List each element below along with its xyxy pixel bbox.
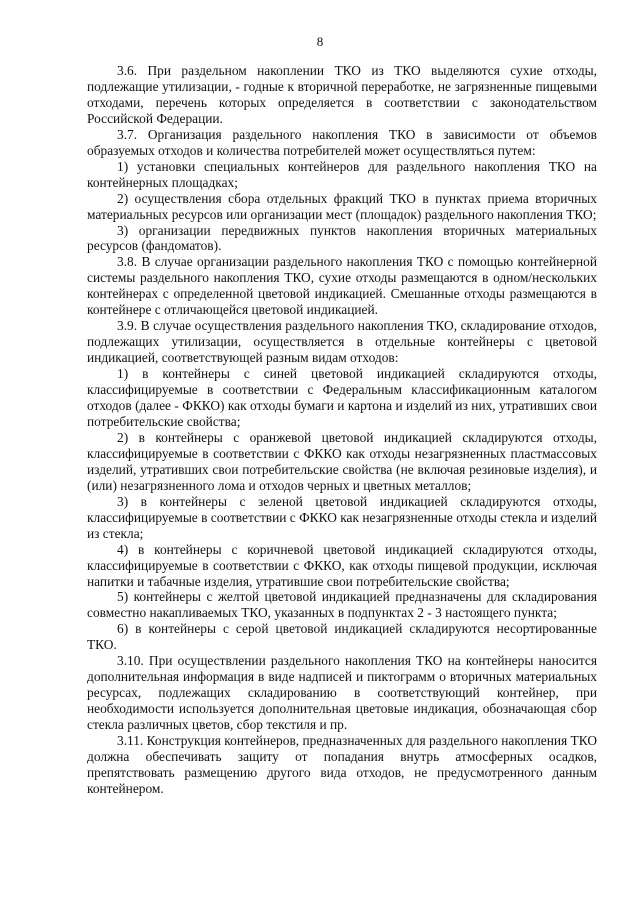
paragraph-3-9: 3.9. В случае осуществления раздельного накопления ТКО, складирование отходов, подлежащих утилизации, осуществляется в отдельные контейнеры с цветовой индикацией, соответствующей разным видам отходов: <box>87 318 597 366</box>
list-item-3-9-2: 2) в контейнеры с оранжевой цветовой индикацией складируются отходы, классифицируемые в соответствии с ФККО как отходы незагрязненных пластмассовых изделий, утративших свои потребительские свойства (не включая резиновые изделия), и (или) незагрязненного лома и отходов черных и цветных металлов; <box>87 429 597 493</box>
paragraph-3-8: 3.8. В случае организации раздельного накопления ТКО с помощью контейнерной системы раздельного накопления ТКО, сухие отходы размещаются в одном/нескольких контейнерах с определенной цветовой индикацией. Смешанные отходы размещаются в контейнере с отличающейся цветовой индикацией. <box>87 254 597 318</box>
paragraph-3-10: 3.10. При осуществлении раздельного накопления ТКО на контейнеры наносится дополнительная информация в виде надписей и пиктограмм о вторичных материальных ресурсах, подлежащих складированию в соответствующий контейнер, при необходимости используется дополнительная цветовые индикация, обозначающая сбор стекла различных цветов, сбор текстиля и пр. <box>87 653 597 733</box>
paragraph-3-11: 3.11. Конструкция контейнеров, предназначенных для раздельного накопления ТКО должна обеспечивать защиту от попадания внутрь атмосферных осадков, препятствовать размещению другого вида отходов, не предусмотренного данным контейнером. <box>87 733 597 796</box>
list-item-3-9-1: 1) в контейнеры с синей цветовой индикацией складируются отходы, классифицируемые в соответствии с Федеральным классификационным каталогом отходов (далее - ФККО) как отходы бумаги и картона и изделий из них, утративших свои потребительские свойства; <box>87 366 597 429</box>
document-body <box>87 63 597 797</box>
list-item-3-9-5: 5) контейнеры с желтой цветовой индикацией предназначены для складирования совместно накапливаемых ТКО, указанных в подпунктах 2 - 3 настоящего пункта; <box>87 589 597 621</box>
paragraph-3-6: 3.6. При раздельном накоплении ТКО из ТКО выделяются сухие отходы, подлежащие утилизации, - годные к вторичной переработке, не загрязненные пищевыми отходами, перечень которых определяется в соответствии с законодательством Российской Федерации. <box>87 63 597 126</box>
list-item-3-7-3: 3) организации передвижных пунктов накопления вторичных материальных ресурсов (фандоматов). <box>87 222 597 254</box>
list-item-3-7-2: 2) осуществления сбора отдельных фракций ТКО в пунктах приема вторичных материальных ресурсов или организации мест (площадок) раздельного накопления ТКО; <box>87 190 597 222</box>
list-item-3-9-6: 6) в контейнеры с серой цветовой индикацией складируются несортированные ТКО. <box>87 621 597 653</box>
list-item-3-9-3: 3) в контейнеры с зеленой цветовой индикацией складируются отходы, классифицируемые в соответствии с ФККО как незагрязненные отходы стекла и изделий из стекла; <box>87 493 597 541</box>
paragraph-3-7: 3.7. Организация раздельного накопления ТКО в зависимости от объемов образуемых отходов и количества потребителей может осуществляться путем: <box>87 126 597 158</box>
list-item-3-7-1: 1) установки специальных контейнеров для раздельного накопления ТКО на контейнерных площадках; <box>87 158 597 190</box>
list-item-3-9-4: 4) в контейнеры с коричневой цветовой индикацией складируются отходы, классифицируемые в соответствии с ФККО, как отходы пищевой продукции, исключая напитки и табачные изделия, утратившие свои потребительские свойства; <box>87 541 597 589</box>
page-number: 8 <box>316 34 324 49</box>
